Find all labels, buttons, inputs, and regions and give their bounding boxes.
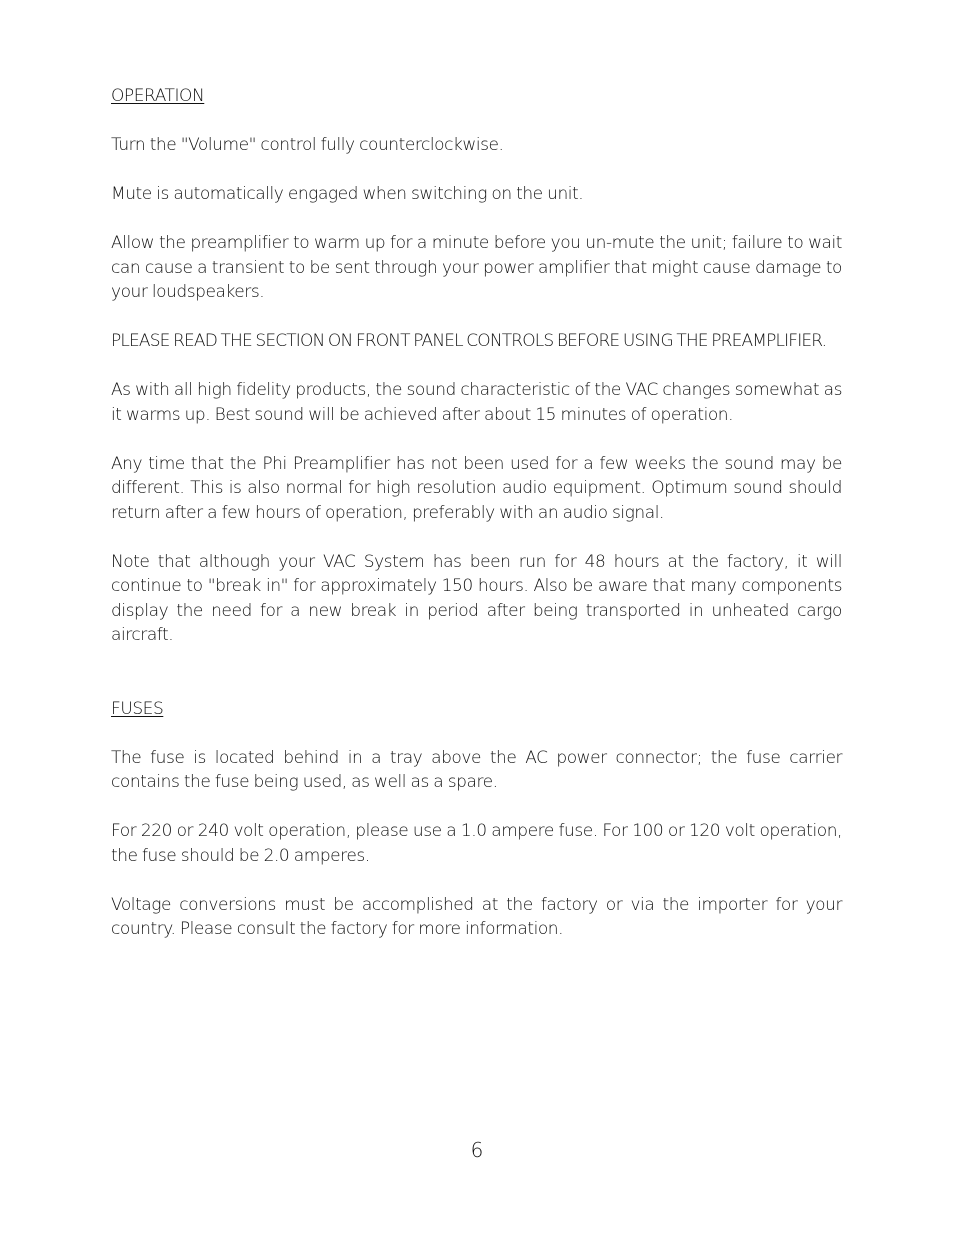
fuses-paragraph-rating: For 220 or 240 volt operation, please use a 1.0 ampere fuse. For 100 or 120 volt operation, the fuse should be 2.0 amperes. bbox=[111, 821, 842, 866]
operation-paragraph-volume: Turn the "Volume" control fully counterclockwise. bbox=[111, 135, 504, 155]
operation-paragraph-unused: Any time that the Phi Preamplifier has not been used for a few weeks the sound may be different. This is also normal for high resolution audio equipment. Optimum sound should return after a few hours of operation, preferably with an audio signal. bbox=[111, 453, 842, 523]
fuses-heading: FUSES bbox=[111, 698, 164, 719]
page-number: 6 bbox=[470, 1138, 484, 1162]
fuses-paragraph-voltage: Voltage conversions must be accomplished at the factory or via the importer for your country. Please consult the factory for more information. bbox=[111, 894, 842, 939]
document-page bbox=[111, 84, 842, 942]
operation-paragraph-mute: Mute is automatically engaged when switching on the unit. bbox=[111, 184, 584, 204]
fuses-paragraph-location: The fuse is located behind in a tray above the AC power connector; the fuse carrier contains the fuse being used, as well as a spare. bbox=[111, 747, 842, 792]
operation-heading: OPERATION bbox=[111, 86, 205, 106]
operation-paragraph-break-in: Note that although your VAC System has been run for 48 hours at the factory, it will continue to "break in" for approximately 150 hours. Also be aware that many components display the need for a new break in period after being transported in unheated cargo aircraft. bbox=[111, 551, 842, 645]
operation-paragraph-sound: As with all high fidelity products, the sound characteristic of the VAC changes somewhat as it warms up. Best sound will be achieved after about 15 minutes of operation. bbox=[111, 380, 842, 425]
operation-paragraph-warmup: Allow the preamplifier to warm up for a minute before you un-mute the unit; failure to wait can cause a transient to be sent through your power amplifier that might cause damage to your loudspeakers. bbox=[111, 233, 842, 302]
operation-paragraph-notice: PLEASE READ THE SECTION ON FRONT PANEL CONTROLS BEFORE USING THE PREAMPLIFIER. bbox=[111, 331, 827, 351]
